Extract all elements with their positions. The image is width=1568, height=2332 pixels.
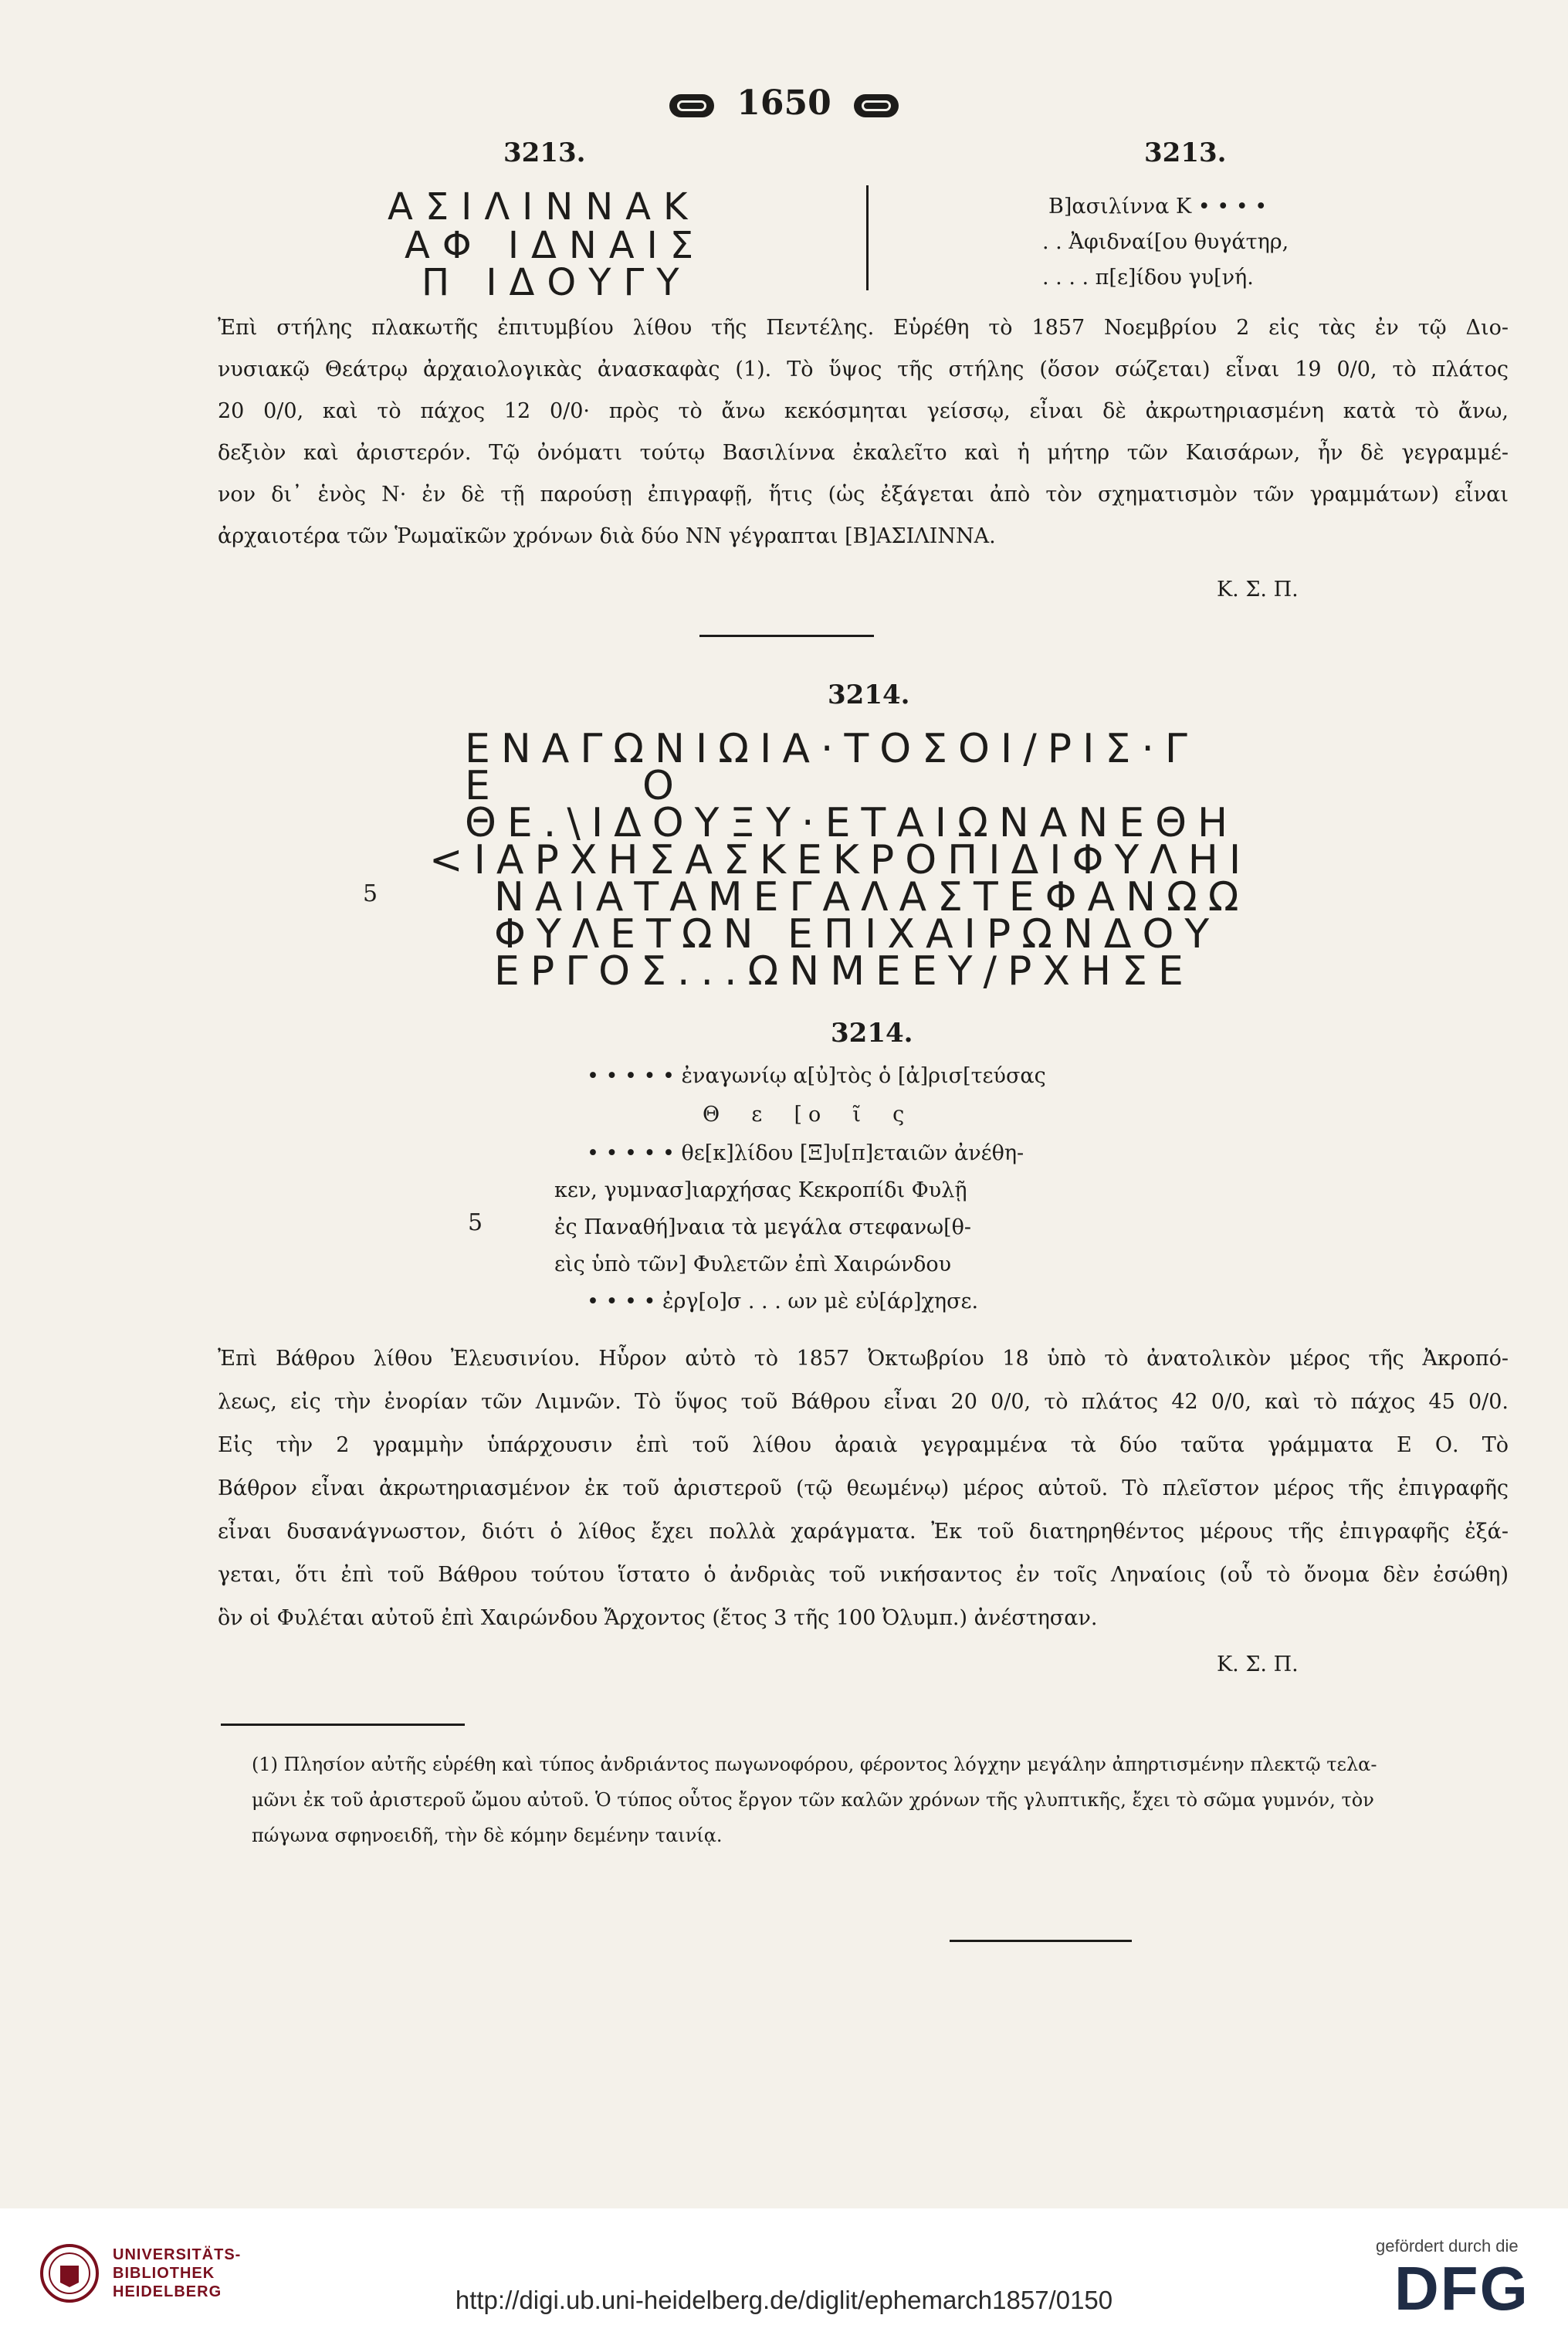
transcription-3213-line-2: . . Ἀφιδναί[ου θυγάτηρ, [1042, 230, 1289, 254]
commentary-3214-line: Ἐπὶ Βάθρου λίθου Ἐλευσινίου. Ηὗρον αὐτὸ τὸ 1857 Ὀκτωβρίου 18 ὑπὸ τὸ ἀνατολικὸν μέρος τῆς Ἀκροπό- [218, 1347, 1509, 1371]
transcription-3214-line-7: • • • • ἐργ[ο]σ . . . ων μὲ εὐ[άρ]χησε. [587, 1290, 979, 1313]
commentary-3214-line: Εἰς τὴν 2 γραμμὴν ὑπάρχουσιν ἐπὶ τοῦ λίθου ἀραιὰ γεγραμμένα τὰ δύο ταῦτα γράμματα Ε Ο. Τὸ [218, 1433, 1509, 1457]
commentary-3214 [218, 1337, 1509, 1640]
transcription-3214-line-2: Θ ε [ο ῖ ς [703, 1103, 911, 1127]
footnote [252, 1747, 1510, 1853]
page-number: 1650 [737, 83, 831, 123]
commentary-3213 [218, 307, 1509, 558]
inscription-3213-line-1: ΑΣΙΛΙΝΝΑΚ [388, 185, 700, 229]
column-divider [866, 185, 869, 290]
section-divider [699, 635, 874, 637]
library-name-line: UNIVERSITÄTS- [113, 2246, 242, 2263]
inscription-3214-number: 3214. [828, 680, 910, 710]
inscription-3214-line-7: ΕΡΓΟΣ...ΩΝΜΕΕΥ/ΡΧΗΣΕ [494, 948, 1194, 995]
inscription-3214-line-5: ΝΑΙΑΤΑΜΕΓΑΛΑΣΤΕΦΑΝΩΩ [494, 874, 1250, 920]
inscription-3213-line-2: ΑΦ ΙΔΝΑΙΣ [405, 224, 706, 267]
footnote-line: πώγωνα σφηνοειδῆ, τὴν δὲ κόμην δεμένην ταινίᾳ. [252, 1825, 723, 1846]
signature-3214: Κ. Σ. Π. [1217, 1652, 1299, 1676]
commentary-3214-line: Βάθρον εἶναι ἀκρωτηριασμένον ἐκ τοῦ ἀριστεροῦ (τῷ θεωμένῳ) μέρος αὐτοῦ. Τὸ πλεῖστον μέρος τῆς ἐπιγραφῆς [218, 1476, 1509, 1500]
inscription-3214-line-6: ΦΥΛΕΤΩΝ ΕΠΙΧΑΙΡΩΝΔΟΥ [494, 911, 1221, 958]
transcription-3213-line-1: Β]ασιλίννα Κ • • • • [1048, 195, 1268, 219]
commentary-3214-line: γεται, ὅτι ἐπὶ τοῦ Βάθρου τούτου ἵστατο ὁ ἀνδριὰς τοῦ νικήσαντος ἐν τοῖς Ληναίοις (οὗ τὸ ὄνομα δὲν ἐσώθη) [218, 1563, 1509, 1587]
commentary-3214-line: λεως, εἰς τὴν ἐνορίαν τῶν Λιμνῶν. Τὸ ὕψος τοῦ Βάθρου εἶναι 20 0/0, τὸ πλάτος 42 0/0, καὶ τὸ πάχος 45 0/0. [218, 1390, 1509, 1414]
right-inscription-number: 3213. [1144, 137, 1227, 168]
transcription-3214-line-6: εὶς ὑπὸ τῶν] Φυλετῶν ἐπὶ Χαιρώνδου [554, 1252, 952, 1276]
transcription-3214-line-number: 5 [468, 1209, 483, 1236]
left-inscription-number: 3213. [503, 137, 586, 168]
transcription-3214-line-1: • • • • • ἐναγωνίῳ α[ὐ]τὸς ὁ [ἀ]ρισ[τεύσας [587, 1064, 1046, 1088]
transcription-3214-line-5: ἐς Παναθή]ναια τὰ μεγάλα στεφανω[θ- [554, 1215, 972, 1239]
commentary-3214-line: εἶναι δυσανάγνωστον, διότι ὁ λίθος ἔχει πολλὰ χαράγματα. Ἐκ τοῦ διατηρηθέντος μέρους τῆς ἐπιγραφῆς ἐξά- [218, 1520, 1509, 1544]
commentary-3213-line: νυσιακῷ Θεάτρῳ ἀρχαιολογικὰς ἀνασκαφὰς (1). Τὸ ὕψος τῆς στήλης (ὅσον σώζεται) εἶναι 19 0/0, τὸ πλάτος [218, 358, 1509, 381]
library-name-line: BIBLIOTHEK [113, 2265, 215, 2282]
funding-caption: gefördert durch die [1376, 2236, 1519, 2256]
inscription-3214-line-3: ΘΕ.\ΙΔΟΥΞΥ·ΕΤΑΙΩΝΑΝΕΘΗ [465, 800, 1239, 846]
commentary-3213-line: δεξιὸν καὶ ἀριστερόν. Τῷ ὀνόματι τούτῳ Βασιλίννα ἐκαλεῖτο καὶ ἡ μήτηρ τῶν Καισάρων, ἦν δὲ γεγραμμέ- [218, 441, 1509, 465]
inscription-3213-line-3: Π ΙΔΟΥΓΥ [422, 261, 692, 304]
footnote-line: (1) Πλησίον αὐτῆς εὑρέθη καὶ τύπος ἀνδριάντος πωγωνοφόρου, φέροντος λόγχην μεγάλην ἀπηρτισμένην πλεκτῷ τελα- [252, 1754, 1377, 1775]
inscription-3214-line-number: 5 [363, 880, 378, 907]
dfg-logo: DFG [1394, 2254, 1529, 2323]
left-ornament-icon [669, 94, 714, 117]
closing-divider [950, 1940, 1132, 1942]
commentary-3213-line: ἀρχαιοτέρα τῶν Ῥωμαϊκῶν χρόνων διὰ δύο ΝΝ γέγραπται [Β]ΑΣΙΛΙΝΝΑ. [218, 524, 996, 548]
transcription-3213-line-3: . . . . π[ε]ίδου γυ[νή. [1042, 266, 1254, 290]
footnote-divider [221, 1724, 465, 1726]
transcription-3214-number: 3214. [831, 1018, 913, 1049]
commentary-3213-line: Ἐπὶ στήλης πλακωτῆς ἐπιτυμβίου λίθου τῆς Πεντέλης. Εὑρέθη τὸ 1857 Νοεμβρίου 2 εἰς τὰς ἐν τῷ Διο- [218, 316, 1509, 340]
page-header [0, 83, 1568, 123]
right-ornament-icon [854, 94, 899, 117]
footnote-line: μῶνι ἐκ τοῦ ἀριστεροῦ ὤμου αὐτοῦ. Ὁ τύπος οὗτος ἔργον τῶν καλῶν χρόνων τῆς γλυπτικῆς, ἔχει τὸ σῶμα γυμνόν, τὸν [252, 1789, 1374, 1811]
source-url-link[interactable]: http://digi.ub.uni-heidelberg.de/diglit/ephemarch1857/0150 [455, 2286, 1113, 2314]
signature-3213: Κ. Σ. Π. [1217, 578, 1299, 602]
transcription-3214-line-4: κεν, γυμνασ]ιαρχήσας Κεκροπίδι Φυλῇ [554, 1178, 967, 1202]
inscription-3214-line-4: <ΙΑΡΧΗΣΑΣΚΕΚΡΟΠΙΔΙΦΥΛΗΙ [429, 837, 1252, 883]
digitization-footer [0, 2208, 1568, 2332]
transcription-3214-line-3: • • • • • θε[κ]λίδου [Ξ]υ[π]εταιῶν ἀνέθη- [587, 1141, 1024, 1165]
library-name-line: HEIDELBERG [113, 2283, 222, 2300]
commentary-3213-line: 20 0/0, καὶ τὸ πάχος 12 0/0· πρὸς τὸ ἄνω κεκόσμηται γείσσῳ, εἶναι δὲ ἀκρωτηριασμένη κατὰ τὸ ἄνω, [218, 399, 1509, 423]
commentary-3213-line: νον δι᾽ ἑνὸς Ν· ἐν δὲ τῇ παρούσῃ ἐπιγραφῇ, ἥτις (ὡς ἐξάγεται ἀπὸ τὸν σχηματισμὸν τῶν γραμμάτων) εἶναι [218, 483, 1509, 507]
inscription-3214-line-2: Ε Ο [465, 763, 685, 809]
commentary-3214-line: ὃν οἱ Φυλέται αὐτοῦ ἐπὶ Χαιρώνδου Ἄρχοντος (ἔτος 3 τῆς 100 Ὀλυμπ.) ἀνέστησαν. [218, 1606, 1098, 1630]
inscription-3214-line-1: ΕΝΑΓΩΝΙΩΙΑ·ΤΟΣΟΙ/ΡΙΣ·Γ [465, 726, 1198, 772]
